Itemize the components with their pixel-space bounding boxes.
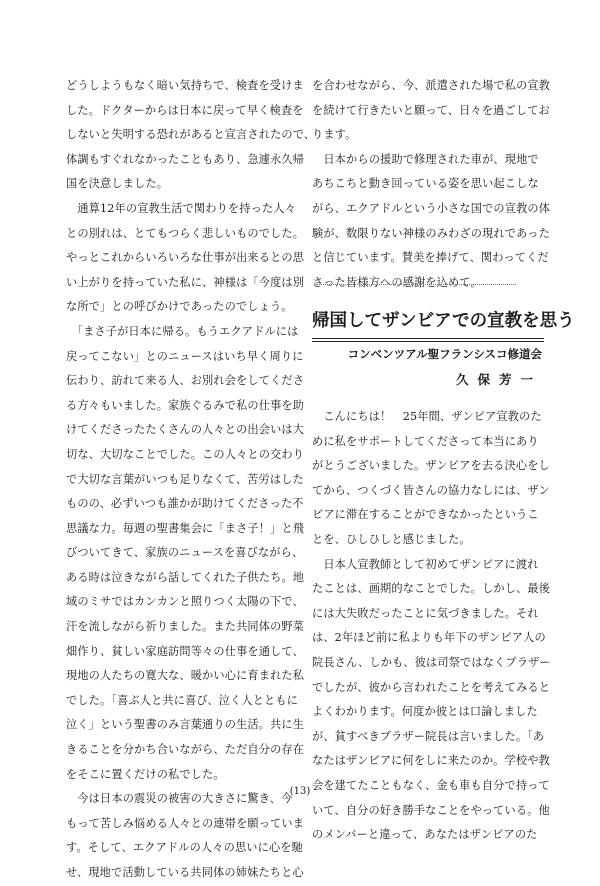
text-line: めに私をサポートしてくださって本当にあり [312,434,539,448]
text-line: との別れは、とてもつらく悲しいものでした。 [66,226,305,240]
text-line: と信じています。賛美を捧げて、関わってくだ [312,251,549,265]
text-line: を続けて行きたいと願って、日々を過ごしてお [312,103,550,117]
section-divider [316,284,516,285]
text-line: ものの、必ずいつも誰かが助けてくださった不 [66,497,304,511]
text-line: ります。 [312,128,357,142]
right-column-top [312,74,551,295]
text-line: で大切な言葉がいつも足りなくて、苦労はした [66,472,304,486]
text-line: は、2年ほど前に私よりも年下のザンビア人の [312,631,546,645]
text-line: には大失敗だったことに気づきました。それ [312,606,539,620]
text-line: す。そして、エクアドルの人々の思いに心を馳 [66,841,303,855]
text-line: せ、現地で活動している共同体の姉妹たちと心 [66,866,304,879]
text-line: 切な、大切なことでした。この人々との交わり [66,447,305,461]
right-column-bottom [312,405,551,848]
text-line: 戻ってこない」とのニュースはいち早く周りに [66,349,304,363]
text-line: 体調もすぐれなかったこともあり、急遽永久帰 [66,152,305,166]
text-line: あちこちと動き回っている姿を思い起こしな [312,177,539,191]
text-line: 院長さん、しかも、彼は司祭ではなくブラザー [312,655,551,669]
text-line: 域のミサではカンカンと照りつく太陽の下で、 [66,595,304,609]
text-line: さった皆様方への感謝を込めて。 [312,275,482,289]
text-line: が、貧すべきブラザー院長は言いました。「あ [312,729,545,743]
text-line: でしたが、彼から言われたことを考えてみると [312,680,551,694]
text-line: びついてきて、家族のニュースを喜びながら、 [66,546,304,560]
text-line: とを、ひしひしと感じました。 [312,532,471,546]
text-line: がら、エクアドルという小さな国での宣教の体 [312,201,551,215]
article-title: 帰国してザンビアでの宣教を思う [312,311,575,331]
text-line: けてくださったたくさんの人々との出会いは大 [66,423,305,437]
author-name: 久保芳一 [455,372,542,387]
text-line: 日本人宣教師として初めてザンビアに渡れ [312,557,539,571]
text-line: 通算12年の宣教生活で関わりを持った人々 [66,201,296,215]
text-line: 泣く」という聖書のみ言葉通りの生活。共に生 [66,718,305,732]
text-line: 思議な力。毎週の聖書集会に「まさ子！」と飛 [66,521,305,535]
text-line: 汗を流しながら祈りました。また共同体の野菜 [66,620,305,634]
text-line: てから、つくづく皆さんの協力なしには、ザン [312,483,550,497]
text-line: やっとこれからいろいろな仕事が出来るとの思 [66,251,305,265]
text-line: よくわかります。何度か彼とは口論しました [312,705,538,719]
text-line: でした。「喜ぶ人と共に喜び、泣く人とともに [66,693,299,707]
text-line: 「まさ子が日本に帰る。もうエクアドルには [66,324,299,338]
text-line: い上がりを持っていた私に、神様は「今度は別 [66,275,305,289]
text-line: もって苦しみ悩める人々との連帯を願っていま [66,816,305,830]
title-underline [312,338,544,344]
text-line: 験が、数限りない神様のみわざの現れであった [312,226,550,240]
text-line: なたはザンビアに何をしに来たのか。学校や教 [312,754,550,768]
text-line: ビアに滞在することができなかったというこ [312,508,539,522]
text-line: 今は日本の震災の被害の大きさに驚き、今 [66,792,293,806]
text-line: きることを分かち合いながら、ただ自分の存在 [66,743,305,757]
text-line: がとうございました。ザンビアを去る決心をし [312,459,550,473]
text-line: な所で」との呼びかけであったのでしょう。 [66,300,293,314]
text-line: しないと失明する恐れがあると宣言されたので、 [66,128,316,142]
author-affiliation: コンベンツアル聖フランシスコ修道会 [347,347,542,361]
text-line: る方々もいました。家族ぐるみで私の仕事を助 [66,398,305,412]
text-line: を合わせながら、今、派遣された場で私の宣教 [312,79,551,92]
text-line: 現地の人たちの寛大な、暖かい心に育まれた私 [66,669,305,683]
text-line: どうしようもなく暗い気持ちで、検査を受けま [66,79,304,92]
text-line: 伝わり、訪れて来る人、お別れ会をしてくださ [66,374,305,388]
text-line: ある時は泣きながら話してくれた子供たち。地 [66,570,305,584]
text-line: のメンバーと違って、あなたはザンビアのた [312,828,538,842]
text-line: をそこに置くだけの私でした。 [66,767,225,781]
text-line: たことは、画期的なことでした。しかし、最後 [312,582,551,596]
text-line: した。ドクターからは日本に戻って早く検査を [66,103,304,117]
text-line: いて、自分の好き勝手なことをやっている。他 [312,803,550,817]
text-line: 国を決意しました。 [66,177,169,191]
text-line: 日本からの援助で修理された車が、現地で [312,152,539,166]
text-line: こんにちは！ 25年間、ザンビア宣教のた [312,410,542,423]
text-line: 畑作り、貧しい家庭訪問等々の仕事を通して、 [66,644,304,658]
page-number: (13) [289,786,311,797]
text-line: 会を建てたこともなく、金も車も自分で持って [312,778,550,792]
